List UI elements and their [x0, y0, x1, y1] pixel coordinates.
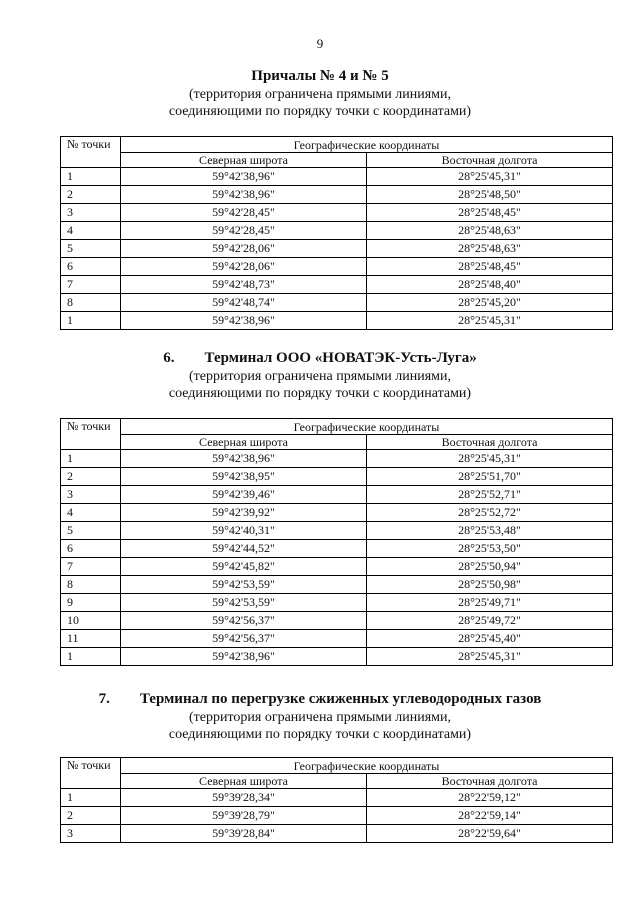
latitude-cell: 59°42'53,59" [121, 594, 367, 612]
section-2-heading: Терминал ООО «НОВАТЭК-Усть-Луга» [204, 350, 477, 366]
section-3-subtitle-line2: соединяющими по порядку точки с координатами) [168, 727, 472, 742]
table-row [61, 504, 613, 522]
point-number-cell: 4 [61, 504, 121, 522]
longitude-cell: 28°25'48,40" [367, 276, 613, 294]
header-latitude: Северная широта [121, 153, 367, 168]
table-row [61, 312, 613, 330]
point-number-cell: 4 [61, 222, 121, 240]
table-row [61, 825, 613, 843]
point-number-cell: 3 [61, 486, 121, 504]
header-geo-coordinates: Географические координаты [121, 419, 613, 435]
latitude-cell: 59°42'28,45" [121, 222, 367, 240]
coordinates-table-2 [60, 418, 613, 666]
point-number-cell: 5 [61, 240, 121, 258]
table-row [61, 594, 613, 612]
table-row [61, 276, 613, 294]
header-point-number: № точки [61, 137, 121, 168]
point-number-cell: 8 [61, 294, 121, 312]
header-point-number: № точки [61, 419, 121, 450]
table-row [61, 258, 613, 276]
latitude-cell: 59°42'48,73" [121, 276, 367, 294]
point-number-cell: 3 [61, 204, 121, 222]
table-row [61, 168, 613, 186]
point-number-cell: 7 [61, 558, 121, 576]
longitude-cell: 28°25'45,20" [367, 294, 613, 312]
latitude-cell: 59°42'39,92" [121, 504, 367, 522]
point-number-cell: 9 [61, 594, 121, 612]
longitude-cell: 28°25'45,31" [367, 312, 613, 330]
table-row [61, 522, 613, 540]
latitude-cell: 59°42'38,95" [121, 468, 367, 486]
longitude-cell: 28°25'52,72" [367, 504, 613, 522]
longitude-cell: 28°25'48,63" [367, 222, 613, 240]
table-row [61, 222, 613, 240]
header-latitude: Северная широта [121, 774, 367, 789]
table-row [61, 294, 613, 312]
header-longitude: Восточная долгота [367, 774, 613, 789]
point-number-cell: 11 [61, 630, 121, 648]
header-point-number: № точки [61, 758, 121, 789]
point-number-cell: 5 [61, 522, 121, 540]
latitude-cell: 59°42'53,59" [121, 576, 367, 594]
longitude-cell: 28°25'53,48" [367, 522, 613, 540]
longitude-cell: 28°25'50,94" [367, 558, 613, 576]
table-row [61, 612, 613, 630]
page-number: 9 [316, 36, 324, 51]
latitude-cell: 59°42'39,46" [121, 486, 367, 504]
section-2-title [0, 350, 640, 367]
latitude-cell: 59°42'45,82" [121, 558, 367, 576]
section-2-subtitle-line2: соединяющими по порядку точки с координатами) [168, 386, 472, 401]
header-longitude: Восточная долгота [367, 153, 613, 168]
section-1-subtitle-line2: соединяющими по порядку точки с координатами) [168, 104, 472, 119]
longitude-cell: 28°25'52,71" [367, 486, 613, 504]
section-3-subtitle-line1: (территория ограничена прямыми линиями, [188, 710, 452, 725]
latitude-cell: 59°39'28,34" [121, 789, 367, 807]
point-number-cell: 1 [61, 312, 121, 330]
header-latitude: Северная широта [121, 435, 367, 450]
point-number-cell: 8 [61, 576, 121, 594]
section-1-subtitle-line1: (территория ограничена прямыми линиями, [188, 87, 452, 102]
longitude-cell: 28°25'45,31" [367, 648, 613, 666]
longitude-cell: 28°25'51,70" [367, 468, 613, 486]
longitude-cell: 28°25'53,50" [367, 540, 613, 558]
section-1-title [0, 68, 640, 85]
table-row [61, 807, 613, 825]
header-geo-coordinates: Географические координаты [121, 758, 613, 774]
point-number-cell: 6 [61, 258, 121, 276]
table-row [61, 630, 613, 648]
latitude-cell: 59°42'48,74" [121, 294, 367, 312]
longitude-cell: 28°25'50,98" [367, 576, 613, 594]
point-number-cell: 1 [61, 648, 121, 666]
table-row [61, 486, 613, 504]
point-number-cell: 1 [61, 450, 121, 468]
table-row [61, 789, 613, 807]
longitude-cell: 28°22'59,12" [367, 789, 613, 807]
longitude-cell: 28°25'49,71" [367, 594, 613, 612]
table-row [61, 186, 613, 204]
latitude-cell: 59°42'28,45" [121, 204, 367, 222]
latitude-cell: 59°42'28,06" [121, 258, 367, 276]
latitude-cell: 59°39'28,84" [121, 825, 367, 843]
longitude-cell: 28°25'49,72" [367, 612, 613, 630]
longitude-cell: 28°22'59,64" [367, 825, 613, 843]
point-number-cell: 3 [61, 825, 121, 843]
latitude-cell: 59°42'40,31" [121, 522, 367, 540]
table-row [61, 558, 613, 576]
table-row [61, 240, 613, 258]
latitude-cell: 59°42'38,96" [121, 648, 367, 666]
header-geo-coordinates: Географические координаты [121, 137, 613, 153]
table-row [61, 204, 613, 222]
section-2-subtitle-line1: (территория ограничена прямыми линиями, [188, 369, 452, 384]
point-number-cell: 1 [61, 168, 121, 186]
latitude-cell: 59°42'56,37" [121, 612, 367, 630]
longitude-cell: 28°25'45,31" [367, 450, 613, 468]
point-number-cell: 7 [61, 276, 121, 294]
section-2-number: 6. [163, 350, 175, 366]
section-3-title [0, 691, 640, 708]
longitude-cell: 28°25'45,40" [367, 630, 613, 648]
longitude-cell: 28°22'59,14" [367, 807, 613, 825]
section-3-heading: Терминал по перегрузке сжиженных углеводородных газов [139, 691, 542, 707]
latitude-cell: 59°42'38,96" [121, 450, 367, 468]
table-row [61, 576, 613, 594]
latitude-cell: 59°42'38,96" [121, 186, 367, 204]
latitude-cell: 59°42'28,06" [121, 240, 367, 258]
latitude-cell: 59°42'44,52" [121, 540, 367, 558]
longitude-cell: 28°25'45,31" [367, 168, 613, 186]
point-number-cell: 2 [61, 807, 121, 825]
point-number-cell: 6 [61, 540, 121, 558]
latitude-cell: 59°42'38,96" [121, 312, 367, 330]
longitude-cell: 28°25'48,45" [367, 204, 613, 222]
coordinates-table-1 [60, 136, 613, 330]
latitude-cell: 59°42'38,96" [121, 168, 367, 186]
table-row [61, 450, 613, 468]
point-number-cell: 1 [61, 789, 121, 807]
table-row [61, 468, 613, 486]
coordinates-table-3 [60, 757, 613, 843]
point-number-cell: 2 [61, 186, 121, 204]
header-longitude: Восточная долгота [367, 435, 613, 450]
longitude-cell: 28°25'48,50" [367, 186, 613, 204]
latitude-cell: 59°42'56,37" [121, 630, 367, 648]
point-number-cell: 10 [61, 612, 121, 630]
table-row [61, 648, 613, 666]
section-1-heading: Причалы № 4 и № 5 [251, 68, 389, 84]
longitude-cell: 28°25'48,63" [367, 240, 613, 258]
section-3-number: 7. [98, 691, 110, 707]
table-row [61, 540, 613, 558]
latitude-cell: 59°39'28,79" [121, 807, 367, 825]
longitude-cell: 28°25'48,45" [367, 258, 613, 276]
point-number-cell: 2 [61, 468, 121, 486]
